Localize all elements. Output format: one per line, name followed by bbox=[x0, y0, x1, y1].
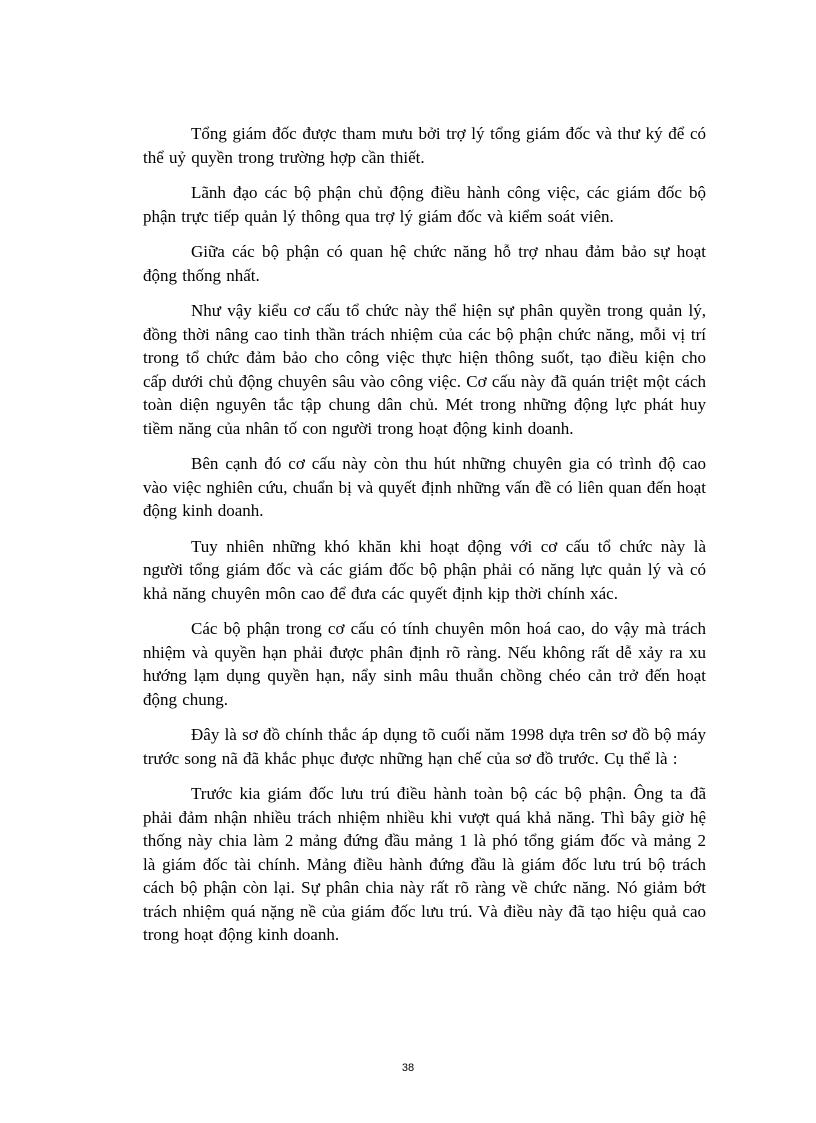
page-number: 38 bbox=[401, 1062, 415, 1074]
paragraph: Lãnh đạo các bộ phận chủ động điều hành công việc, các giám đốc bộ phận trực tiếp quản lý thông qua trợ lý giám đốc và kiểm soát viên. bbox=[143, 183, 706, 226]
paragraph: Giữa các bộ phận có quan hệ chức năng hỗ trợ nhau đảm bảo sự hoạt động thống nhất. bbox=[143, 242, 706, 285]
paragraph: Các bộ phận trong cơ cấu có tính chuyên môn hoá cao, do vậy mà trách nhiệm và quyền hạn phải được phân định rõ ràng. Nếu không rất dễ xảy ra xu hướng lạm dụng quyền hạn, nẩy sinh mâu thuẫn chồng chéo cản trở đến hoạt động chung. bbox=[143, 619, 706, 709]
paragraph: Bên cạnh đó cơ cấu này còn thu hút những chuyên gia có trình độ cao vào việc nghiên cứu, chuẩn bị và quyết định những vấn đề có liên quan đến hoạt động kinh doanh. bbox=[143, 454, 706, 520]
paragraph: Trước kia giám đốc lưu trú điều hành toàn bộ các bộ phận. Ông ta đã phải đảm nhận nhiều trách nhiệm nhiều khi vượt quá khả năng. Thì bây giờ hệ thống này chia làm 2 mảng đứng đầu mảng 1 là phó tổng giám đốc và mảng 2 là giám đốc tài chính. Mảng điều hành đứng đầu là giám đốc lưu trú bộ trách cách bộ phận còn lại. Sự phân chia này rất rõ ràng về chức năng. Nó giảm bớt trách nhiệm quá nặng nề của giám đốc lưu trú. Và điều này đã tạo hiệu quả cao trong hoạt động kinh doanh. bbox=[143, 784, 706, 944]
paragraph: Như vậy kiểu cơ cấu tổ chức này thể hiện sự phân quyền trong quản lý, đồng thời nâng cao tinh thần trách nhiệm của các bộ phận chức năng, mỗi vị trí trong tổ chức đảm bảo cho công việc thực hiện thông suốt, tạo điều kiện cho cấp dưới chủ động chuyên sâu vào công việc. Cơ cấu này đã quán triệt một cách toàn diện nguyên tắc tập chung dân chủ. Mét trong những động lực phát huy tiềm năng của nhân tố con người trong hoạt động kinh doanh. bbox=[143, 301, 706, 438]
paragraph: Tuy nhiên những khó khăn khi hoạt động với cơ cấu tổ chức này là người tổng giám đốc và các giám đốc bộ phận phải có năng lực quản lý và có khả năng chuyên môn cao để đưa các quyết định kịp thời chính xác. bbox=[143, 536, 706, 603]
body-text bbox=[143, 122, 706, 959]
paragraph: Đây là sơ đồ chính thắc áp dụng tõ cuối năm 1998 dựa trên sơ đồ bộ máy trước song nã đã khắc phục được những hạn chế của sơ đồ trước. Cụ thể là : bbox=[143, 725, 706, 768]
paragraph: Tổng giám đốc được tham mưu bởi trợ lý tổng giám đốc và thư ký để có thể uỷ quyền trong trường hợp cần thiết. bbox=[143, 124, 706, 167]
